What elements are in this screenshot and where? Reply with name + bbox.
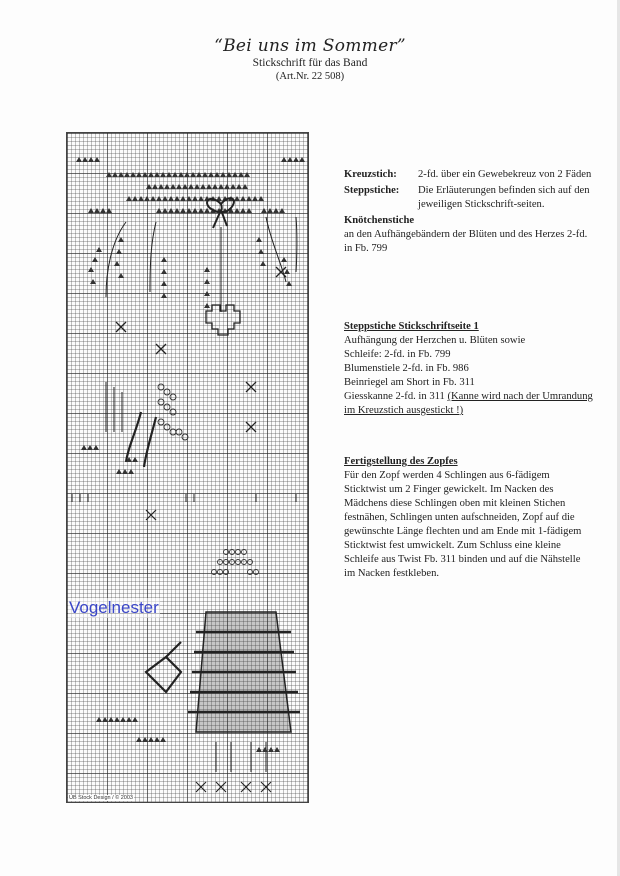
steppstiche-row [344, 184, 594, 212]
page-title: “Bei uns im Sommer” [214, 36, 406, 56]
vogelnester-label: Vogelnester [69, 598, 159, 617]
steppstiche-value: Die Erläuterungen befinden sich auf den jeweiligen Stickschrift-seiten. [418, 185, 590, 210]
article-number: (Art.Nr. 22 508) [275, 71, 345, 82]
zopf-text: Für den Zopf werden 4 Schlingen aus 6-fädigem Sticktwist um 2 Finger gewickelt. Im Nacken des Mädchens diese Schlingen oben mit kleinen Stichen festnähen, Schlingen unten aufschneiden, Zopf auf die gewünschte Länge flechten und am Ende mit 1-fädigem Sticktwist fest umwickelt. Zum Schluss eine kleine Schleife aus Twist Fb. 311 binden und auf die Nähstelle im Nacken festkleben. [344, 470, 582, 579]
page-subtitle: Stickschrift für das Band [252, 57, 368, 69]
stepp-note: (Kanne wird nach der Umrandung im Kreuzstich ausgestickt !) [344, 391, 593, 416]
heart-motif [206, 305, 240, 335]
flower-garland-motif [76, 157, 305, 213]
stepp-seite-section [344, 320, 594, 418]
stepp-seite-heading: Steppstiche Stickschriftseite 1 [344, 321, 479, 332]
steppstiche-key: Steppstiche: [344, 185, 400, 196]
stepp-line-4: Beinriegel am Short in Fb. 311 [344, 377, 475, 388]
cross-stitch-chart [66, 132, 309, 803]
zopf-section [344, 455, 594, 581]
bow-motif [207, 198, 234, 228]
stepp-line-3: Blumenstiele 2-fd. in Fb. 986 [344, 363, 469, 374]
knoetchen-text: an den Aufhängebändern der Blüten und des Herzes 2-fd. in Fb. 799 [344, 229, 588, 254]
copyright-notice: UB Stock Design / © 2003 [69, 795, 133, 801]
stepp-line-5-text: Giesskanne 2-fd. in 311 [344, 391, 445, 402]
chart-motifs [66, 132, 309, 803]
kreuzstich-row [344, 168, 594, 182]
knoetchen-heading: Knötchenstiche [344, 215, 415, 226]
watering-can-motif [146, 642, 181, 692]
kreuzstich-key: Kreuzstich: [344, 169, 397, 180]
stepp-line-1: Aufhängung der Herzchen u. Blüten sowie [344, 335, 526, 346]
kreuzstich-value: 2-fd. über ein Gewebekreuz von 2 Fäden [418, 169, 592, 180]
zopf-heading: Fertigstellung des Zopfes [344, 456, 458, 467]
stepp-line-2: Schleife: 2-fd. in Fb. 799 [344, 349, 451, 360]
stitch-legend [344, 168, 594, 256]
stepp-line-5 [344, 390, 594, 418]
